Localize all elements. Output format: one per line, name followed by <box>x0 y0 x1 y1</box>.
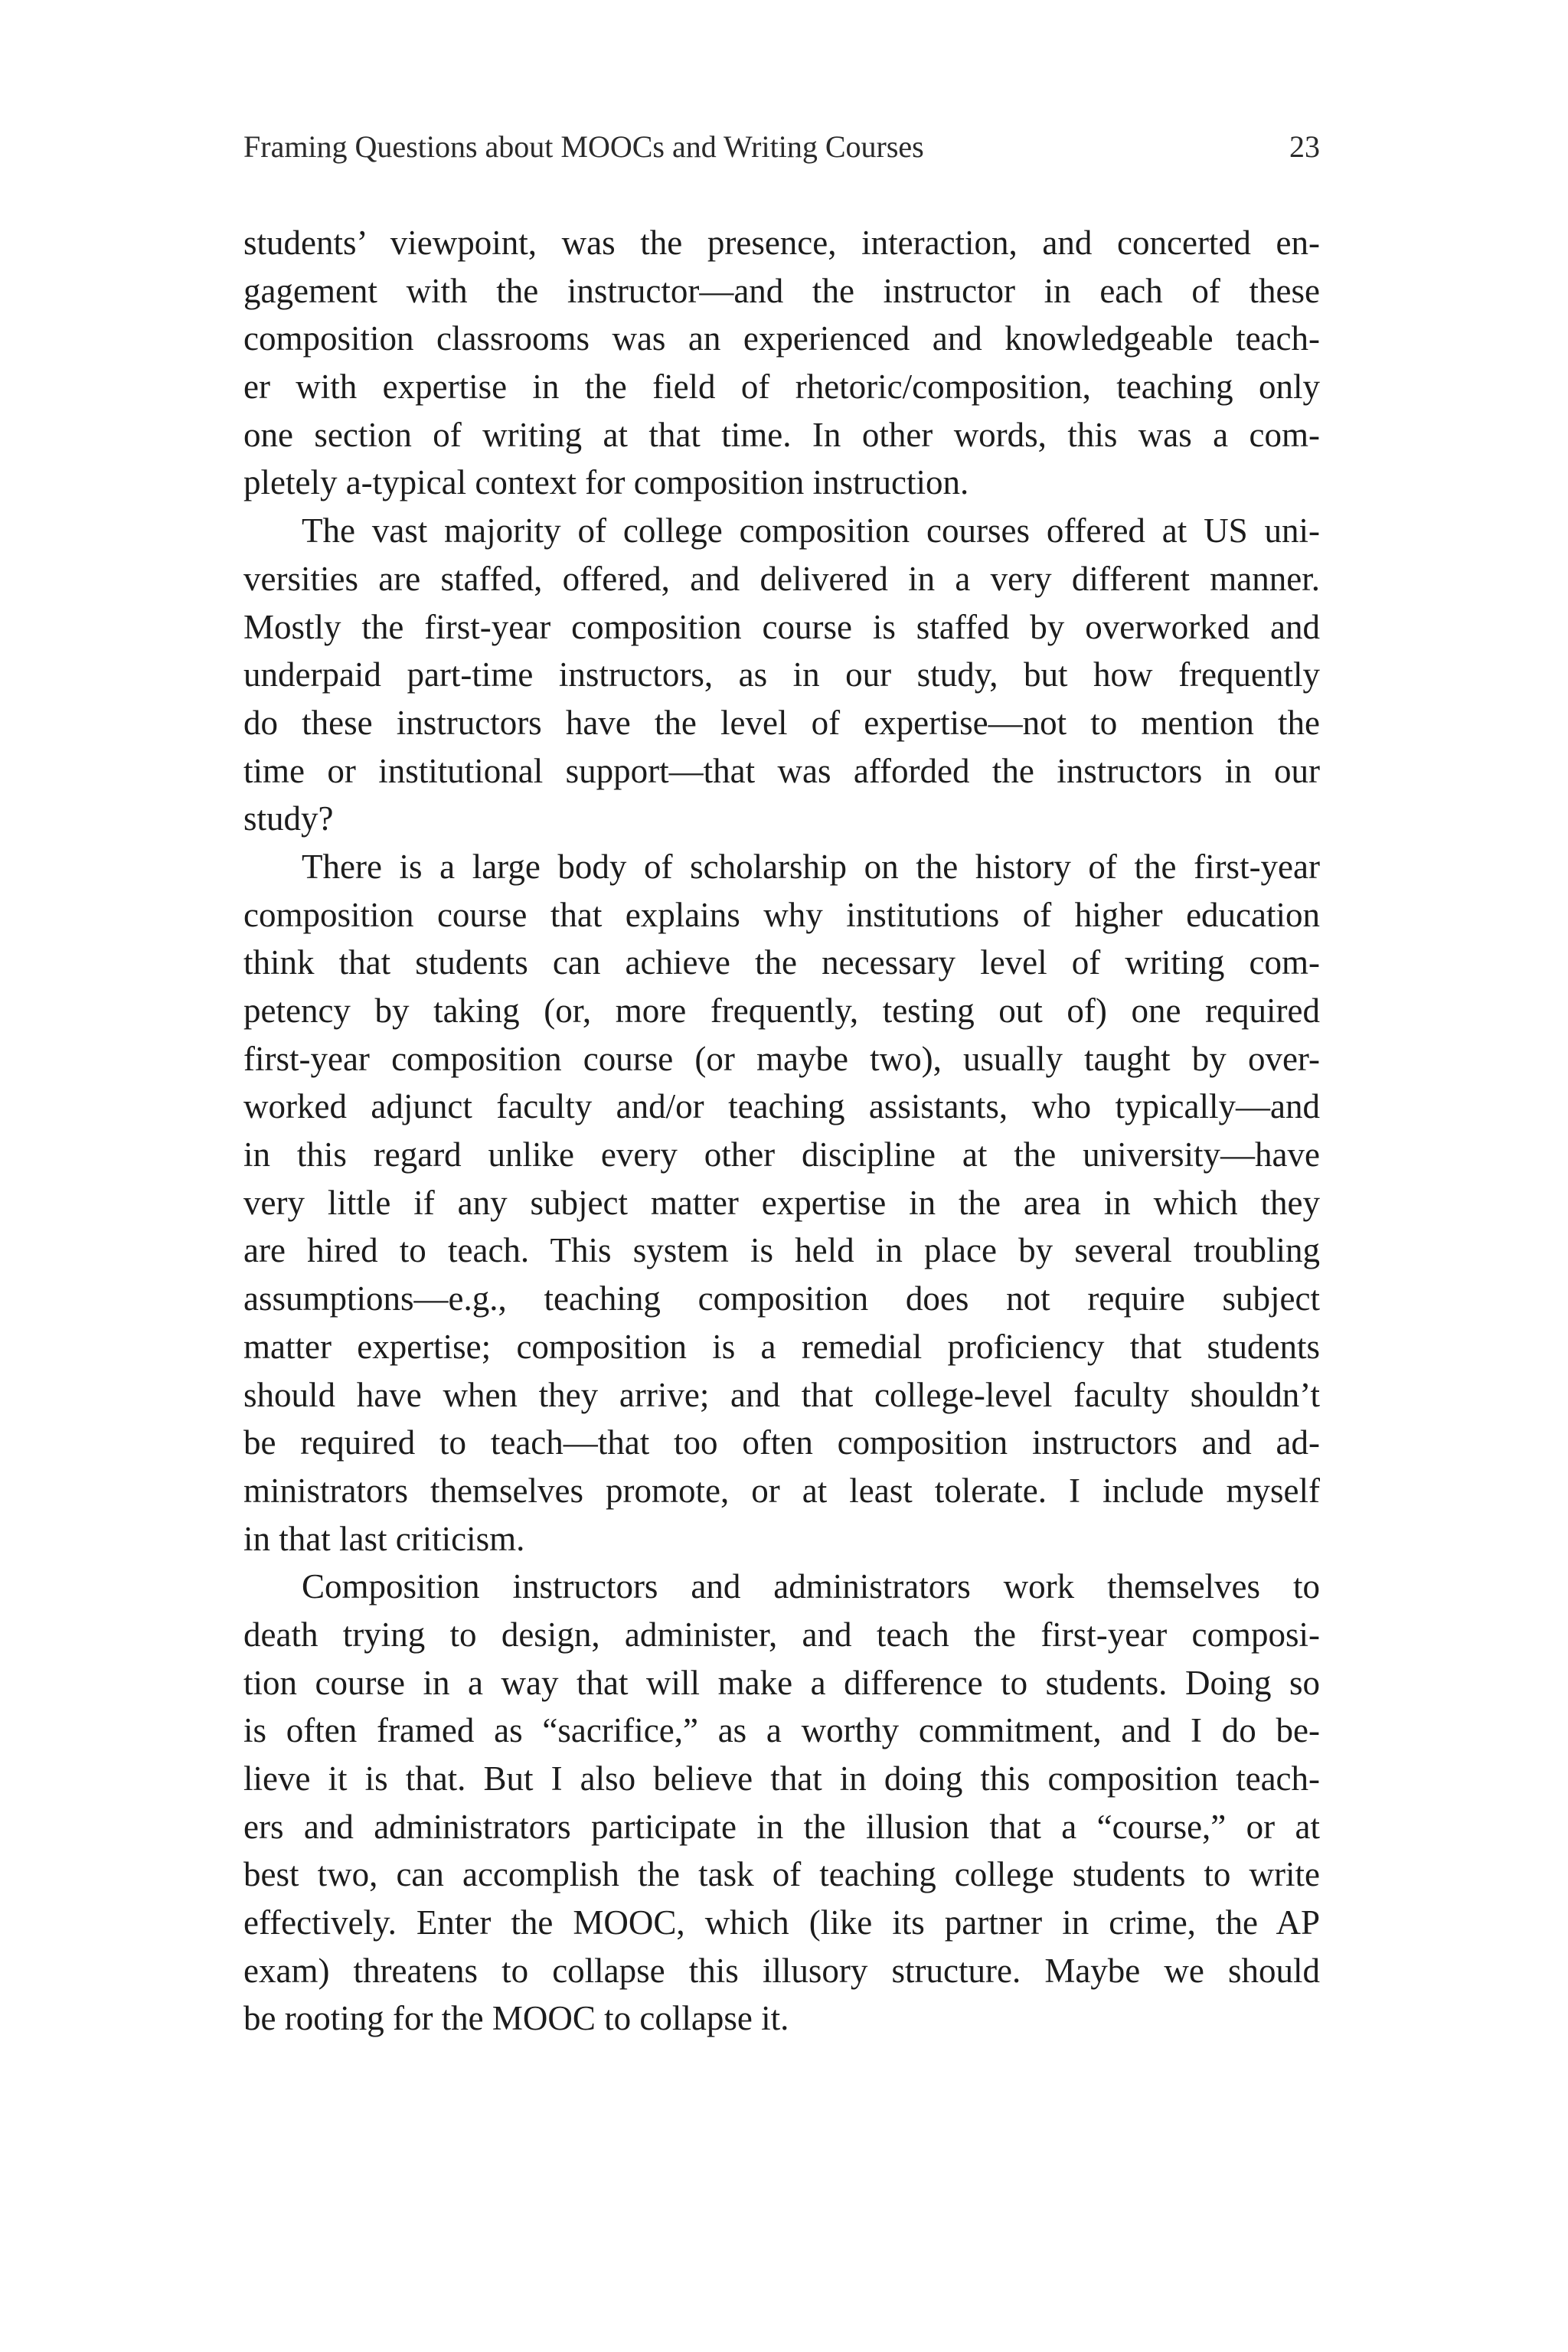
text-line: best two, can accomplish the task of teaching college students to write <box>243 1855 1320 1894</box>
text-line: one section of writing at that time. In other words, this was a com- <box>243 415 1320 454</box>
text-line: underpaid part-time instructors, as in our study, but how frequently <box>243 655 1320 694</box>
text-line: The vast majority of college composition courses offered at US uni- <box>302 511 1320 550</box>
text-line: death trying to design, administer, and teach the first-year composi- <box>243 1615 1320 1654</box>
text-line: Composition instructors and administrators work themselves to <box>302 1567 1320 1606</box>
text-line: worked adjunct faculty and/or teaching assistants, who typically—and <box>243 1087 1320 1126</box>
text-line: time or institutional support—that was afforded the instructors in our <box>243 751 1320 790</box>
text-line: do these instructors have the level of expertise—not to mention the <box>243 703 1320 742</box>
text-line: There is a large body of scholarship on the history of the first-year <box>302 847 1320 886</box>
text-line: think that students can achieve the necessary level of writing com- <box>243 943 1320 982</box>
text-line: pletely a-typical context for composition instruction. <box>243 463 969 502</box>
text-line: composition course that explains why institutions of higher education <box>243 895 1320 934</box>
text-line: should have when they arrive; and that college-level faculty shouldn’t <box>243 1375 1320 1414</box>
text-line: are hired to teach. This system is held in place by several troubling <box>243 1231 1320 1270</box>
text-line: composition classrooms was an experienced and knowledgeable teach- <box>243 319 1320 358</box>
text-line: ministrators themselves promote, or at least tolerate. I include myself <box>243 1471 1320 1510</box>
text-line: matter expertise; composition is a remedial proficiency that students <box>243 1327 1320 1366</box>
text-line: gagement with the instructor—and the instructor in each of these <box>243 271 1320 310</box>
text-line: be required to teach—that too often composition instructors and ad- <box>243 1423 1320 1462</box>
text-line: in this regard unlike every other discipline at the university—have <box>243 1135 1320 1174</box>
text-line: in that last criticism. <box>243 1519 525 1558</box>
paragraph <box>243 507 1320 843</box>
text-line: effectively. Enter the MOOC, which (like its partner in crime, the AP <box>243 1903 1320 1942</box>
paragraph <box>243 843 1320 1563</box>
paragraph <box>243 1563 1320 2043</box>
page-number: 23 <box>1289 129 1320 164</box>
body-text <box>243 219 1320 2043</box>
paragraph <box>243 219 1320 507</box>
text-line: exam) threatens to collapse this illusory structure. Maybe we should <box>243 1951 1320 1990</box>
text-line: very little if any subject matter expertise in the area in which they <box>243 1183 1320 1222</box>
text-line: ers and administrators participate in the illusion that a “course,” or at <box>243 1807 1320 1846</box>
text-line: students’ viewpoint, was the presence, interaction, and concerted en- <box>243 224 1320 262</box>
text-line: first-year composition course (or maybe two), usually taught by over- <box>243 1039 1320 1078</box>
text-line: Mostly the first-year composition course is staffed by overworked and <box>243 607 1320 646</box>
text-line: tion course in a way that will make a difference to students. Doing so <box>243 1663 1320 1702</box>
running-head-title: Framing Questions about MOOCs and Writing Courses <box>243 129 924 164</box>
text-line: be rooting for the MOOC to collapse it. <box>243 1999 789 2038</box>
text-line: study? <box>243 799 334 838</box>
text-line: is often framed as “sacrifice,” as a worthy commitment, and I do be- <box>243 1711 1320 1750</box>
running-head <box>243 124 1320 170</box>
text-line: assumptions—e.g., teaching composition does not require subject <box>243 1279 1320 1318</box>
text-line: versities are staffed, offered, and delivered in a very different manner. <box>243 559 1320 598</box>
text-line: er with expertise in the field of rhetoric/composition, teaching only <box>243 368 1320 407</box>
text-line: lieve it is that. But I also believe that in doing this composition teach- <box>243 1759 1320 1798</box>
text-line: petency by taking (or, more frequently, testing out of) one required <box>243 991 1320 1030</box>
